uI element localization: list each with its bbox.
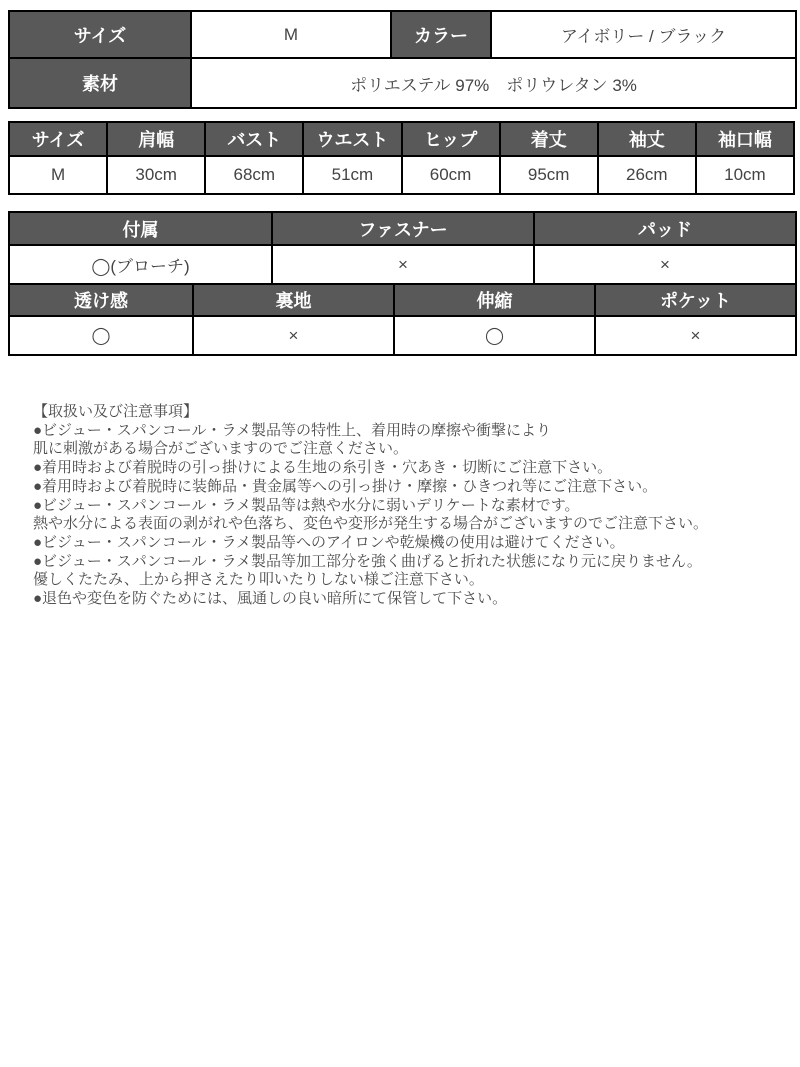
measurement-header-cell: バスト [205,122,303,156]
measurement-header-cell: 袖丈 [598,122,696,156]
feature-header-cell: ポケット [595,284,796,316]
measurements-value-row [9,156,794,194]
features-table-b [8,283,797,356]
size-value-cell: M [191,11,391,58]
feature-value-cell: ◯(ブローチ) [9,245,272,284]
care-note-line: 肌に刺激がある場合がございますのでご注意ください。 [33,440,409,458]
care-note-line: 熱や水分による表面の剥がれや色落ち、変色や変形が発生する場合がございますのでご注意下さい。 [33,515,709,533]
measurement-value-cell: 95cm [500,156,598,194]
measurement-value-cell: M [9,156,107,194]
measurement-header-cell: ウエスト [303,122,401,156]
feature-value-cell: × [534,245,796,284]
feature-value-cell: ◯ [394,316,595,355]
care-note-line: ●ビジュー・スパンコール・ラメ製品等の特性上、着用時の摩擦や衝撃により [33,421,552,439]
features-table-a [8,211,797,285]
care-note-line: ●ビジュー・スパンコール・ラメ製品等へのアイロンや乾燥機の使用は避けてください。 [33,533,625,551]
care-notes-title: 【取扱い及び注意事項】 [33,403,199,420]
feature-header-cell: パッド [534,212,796,245]
features-b-header-row [9,284,796,316]
measurement-value-cell: 68cm [205,156,303,194]
feature-value-cell: × [272,245,534,284]
measurement-value-cell: 26cm [598,156,696,194]
care-note-line: ●着用時および着脱時に装飾品・貴金属等への引っ掛け・摩擦・ひきつれ等にご注意下さい。 [33,477,658,495]
feature-value-cell: ◯ [9,316,193,355]
features-a-value-row [9,245,796,284]
size-label-cell: サイズ [9,11,191,58]
measurement-header-cell: 袖口幅 [696,122,794,156]
feature-header-cell: 裏地 [193,284,394,316]
features-a-header-row [9,212,796,245]
measurement-header-cell: ヒップ [402,122,500,156]
feature-value-cell: × [193,316,394,355]
measurement-header-cell: 肩幅 [107,122,205,156]
care-notes [33,403,778,609]
care-note-line: ●ビジュー・スパンコール・ラメ製品等は熱や水分に弱いデリケートな素材です。 [33,496,580,514]
color-value-cell: アイボリー / ブラック [491,11,796,58]
measurements-table [8,121,795,195]
size-color-material-table [8,10,797,109]
care-note-line: 優しくたたみ、上から押さえたり叩いたりしない様ご注意下さい。 [33,571,484,589]
care-note-line: ●着用時および着脱時の引っ掛けによる生地の糸引き・穴あき・切断にご注意下さい。 [33,459,613,477]
measurement-value-cell: 51cm [303,156,401,194]
measurement-header-cell: サイズ [9,122,107,156]
feature-header-cell: ファスナー [272,212,534,245]
measurement-value-cell: 10cm [696,156,794,194]
measurements-header-row [9,122,794,156]
feature-header-cell: 伸縮 [394,284,595,316]
feature-header-cell: 付属 [9,212,272,245]
measurement-value-cell: 30cm [107,156,205,194]
care-note-line: ●ビジュー・スパンコール・ラメ製品等加工部分を強く曲げると折れた状態になり元に戻りません。 [33,552,702,570]
care-note-line: ●退色や変色を防ぐためには、風通しの良い暗所にて保管して下さい。 [33,590,508,608]
measurement-header-cell: 着丈 [500,122,598,156]
feature-header-cell: 透け感 [9,284,193,316]
material-value-cell: ポリエステル 97% ポリウレタン 3% [191,58,796,108]
material-label-cell: 素材 [9,58,191,108]
feature-value-cell: × [595,316,796,355]
features-b-value-row [9,316,796,355]
measurement-value-cell: 60cm [402,156,500,194]
color-label-cell: カラー [391,11,491,58]
